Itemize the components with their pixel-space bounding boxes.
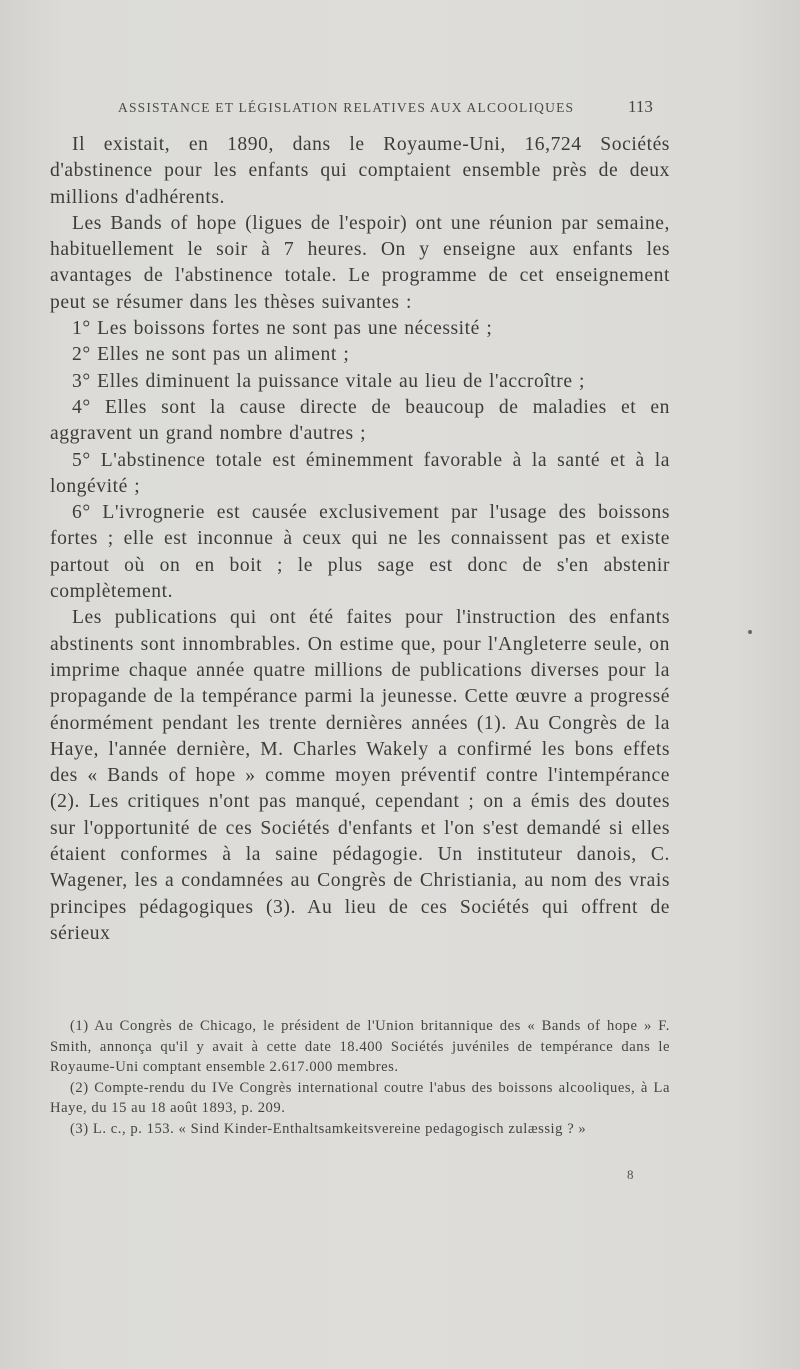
footnote: (3) L. c., p. 153. « Sind Kinder-Enthaltsamkeitsvereine pedagogisch zulæssig ? » xyxy=(70,1120,587,1137)
main-text xyxy=(50,132,670,947)
footnote: (2) Compte-rendu du IVe Congrès international coutre l'abus des boissons alcooliques, à La Haye, du 15 au 18 août 1893, p. 209. xyxy=(50,1079,670,1116)
list-item: 1° Les boissons fortes ne sont pas une nécessité ; xyxy=(72,318,493,340)
page-number: 113 xyxy=(628,97,653,116)
list-item: 3° Elles diminuent la puissance vitale au lieu de l'accroître ; xyxy=(72,370,586,392)
paragraph: Il existait, en 1890, dans le Royaume-Uni, 16,724 Sociétés d'abstinence pour les enfants qui comptaient ensemble près de deux millions d'adhérents. xyxy=(50,134,670,208)
paragraph: Les publications qui ont été faites pour l'instruction des enfants abstinents sont innombrables. On estime que, pour l'Angleterre seule, on imprime chaque année quatre millions de publications diverses pour la propagande de la tempérance parmi la jeunesse. Cette œuvre a progressé énormément pendant les trente dernières années (1). Au Congrès de la Haye, l'année dernière, M. Charles Wakely a confirmé les bons effets des « Bands of hope » comme moyen préventif contre l'intempérance (2). Les critiques n'ont pas manqué, cependant ; on a émis des doutes sur l'opportunité de ces Sociétés d'enfants et l'on s'est demandé si elles étaient conformes à la saine pédagogie. Un instituteur danois, C. Wagener, les a condamnées au Congrès de Christiania, au nom des vrais principes pédagogiques (3). Au lieu de ces Sociétés qui offrent de sérieux xyxy=(50,607,670,944)
running-title: ASSISTANCE ET LÉGISLATION RELATIVES AUX ALCOOLIQUES xyxy=(118,100,575,115)
list-item: 5° L'abstinence totale est éminemment favorable à la santé et à la longévité ; xyxy=(50,449,670,497)
signature-mark: 8 xyxy=(627,1167,634,1182)
list-item: 6° L'ivrognerie est causée exclusivement par l'usage des boissons fortes ; elle est inconnue à ceux qui ne les connaissent pas et existe partout où on en boit ; le plus sage est donc de s'en abstenir complètement. xyxy=(50,502,670,603)
footnotes xyxy=(50,1016,670,1139)
paragraph: Les Bands of hope (ligues de l'espoir) ont une réunion par semaine, habituellement le soir à 7 heures. On y enseigne aux enfants les avantages de l'abstinence totale. Le programme de cet enseignement peut se résumer dans les thèses suivantes : xyxy=(50,212,670,313)
list-item: 4° Elles sont la cause directe de beaucoup de maladies et en aggravent un grand nombre d'autres ; xyxy=(50,396,670,445)
list-item: 2° Elles ne sont pas un aliment ; xyxy=(72,344,350,366)
footnote: (1) Au Congrès de Chicago, le président de l'Union britannique des « Bands of hope » F. Smith, annonça qu'il y avait à cette date 18.400 Sociétés juvéniles de tempérance dans le Royaume-Uni comptant ensemble 2.617.000 membres. xyxy=(50,1018,670,1075)
ink-speck xyxy=(748,630,752,634)
